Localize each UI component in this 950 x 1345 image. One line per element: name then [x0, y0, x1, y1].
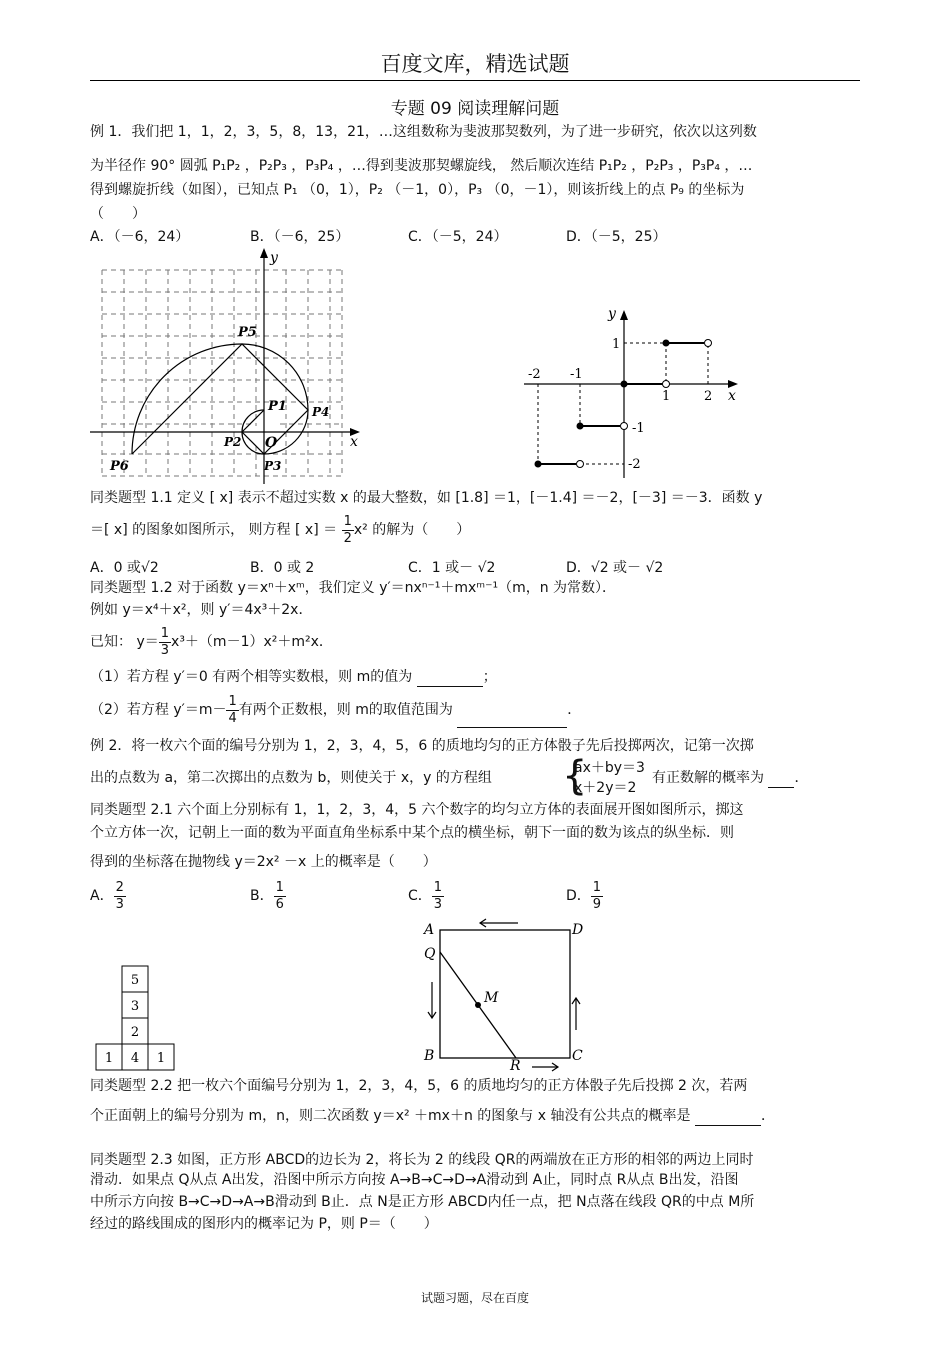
- t12-line4-text: （1）若方程 y′＝0 有两个相等实数根，则 m的值为: [90, 669, 413, 685]
- tick-y-neg2: -2: [628, 457, 641, 472]
- t11-line1: 同类题型 1.1 定义 [ x] 表示不超过实数 x 的最大整数，如 [1.8] ＝1，[－1.4] ＝－2，[－3] ＝－3．函数 y: [90, 490, 763, 506]
- option-letter: A．: [90, 888, 114, 904]
- label-d: D: [572, 922, 584, 938]
- tick-x-neg1: -1: [570, 367, 583, 382]
- guide-lines: [538, 343, 708, 464]
- t11-option-d: D．√2 或－ √2: [566, 560, 664, 576]
- tick-y-1: 1: [612, 337, 621, 352]
- step-segments: [538, 343, 704, 464]
- t21-option-b: [250, 876, 408, 916]
- option-letter: D．: [566, 888, 591, 904]
- ex2-line2-end: ．: [794, 770, 809, 786]
- origin-label: O: [265, 435, 278, 451]
- fraction: [114, 880, 126, 913]
- t11-line2-a: ＝[ x] 的图象如图所示， 则方程 [ x] ＝: [90, 522, 338, 538]
- closed-dot: [663, 340, 670, 347]
- fraction-denominator: 6: [275, 896, 284, 912]
- answer-blank[interactable]: [695, 1111, 761, 1126]
- t12-line4: [90, 667, 497, 687]
- answer-blank[interactable]: [768, 773, 794, 788]
- t11-option-b: B．0 或 2: [250, 560, 315, 576]
- t12-line3-a: 已知： y＝: [90, 634, 159, 650]
- option-letter: C．: [408, 888, 432, 904]
- fraction-numerator: 1: [343, 513, 352, 529]
- answer-blank[interactable]: [457, 713, 567, 728]
- t21-line2: 个立方体一次，记朝上一面的数为平面直角坐标系中某个点的横坐标，朝下一面的数为该点的纵坐标．则: [90, 825, 734, 841]
- t21-option-d: [566, 879, 603, 912]
- ex2-line2a: 出的点数为 a，第二次掷出的点数为 b，则使关于 x，y 的方程组: [90, 770, 492, 786]
- t12-line5-b: 有两个正数根，则 m的取值范围为: [238, 702, 453, 718]
- label-q: Q: [424, 946, 436, 962]
- p4-label: P4: [312, 405, 330, 419]
- ex1-line2: 为半径作 90° 圆弧 P₁P₂ ，P₂P₃ ，P₃P₄ ，…得到斐波那契螺旋线， 然后顺次连结 P₁P₂ ，P₂P₃ ，P₃P₄ ，…: [90, 158, 753, 174]
- t21-option-a: [90, 876, 250, 916]
- ex2-line2b-text: 有正数解的概率为: [652, 770, 764, 786]
- t23-line2: 滑动．如果点 Q从点 A出发，沿图中所示方向按 A→B→C→D→A滑动到 A止，同时点 R从点 B出发，沿图: [90, 1172, 739, 1188]
- cube-net-figure: [92, 964, 182, 1074]
- answer-blank[interactable]: [417, 672, 483, 687]
- t23-line3: 中所示方向按 B→C→D→A→B滑动到 B止．点 N是正方形 ABCD内任一点，把 N点落在线段 QR的中点 M所: [90, 1194, 755, 1210]
- fraction-numerator: 1: [160, 625, 170, 641]
- t23-line1: 同类题型 2.3 如图，正方形 ABCD的边长为 2，将长为 2 的线段 QR的两端放在正方形的相邻的两边上同时: [90, 1152, 754, 1168]
- fraction-denominator: 3: [115, 896, 124, 912]
- fraction-numerator: 2: [115, 879, 124, 895]
- fraction-third: [159, 626, 171, 659]
- t11-line2: [90, 512, 470, 548]
- tick-y-neg1: -1: [632, 421, 645, 436]
- open-dot: [621, 423, 628, 430]
- option-letter: B．: [250, 888, 274, 904]
- cube-face: 2: [130, 1025, 140, 1040]
- p1-label: P1: [268, 399, 287, 414]
- header-rule: [90, 80, 860, 81]
- label-c: C: [572, 1048, 583, 1064]
- t21-options: [90, 876, 603, 916]
- t22-line2-text: 个正面朝上的编号分别为 m，n，则二次函数 y＝x² ＋mx＋n 的图象与 x 轴没有公共点的概率是: [90, 1108, 691, 1124]
- fraction-numerator: 1: [275, 879, 284, 895]
- ex1-option-b: B．（－6，25）: [250, 229, 350, 245]
- closed-dot: [577, 423, 584, 430]
- system-eq1: ax＋by＝3: [574, 760, 645, 776]
- fraction-half: [342, 514, 354, 547]
- t12-line3-b: x³＋（m－1）x²＋m²x．: [171, 634, 333, 650]
- system-eq2: x＋2y＝2: [574, 780, 637, 796]
- fraction-denominator: 3: [433, 896, 443, 912]
- cube-face: 3: [130, 999, 140, 1014]
- page-footer: 试题习题，尽在百度: [420, 1291, 529, 1305]
- open-dot: [577, 461, 584, 468]
- open-dot: [705, 340, 712, 347]
- open-dot: [663, 381, 670, 388]
- fraction-numerator: 1: [228, 693, 237, 709]
- label-m: M: [484, 990, 499, 1006]
- fig2-y-label: y: [608, 306, 616, 322]
- fraction: [591, 880, 603, 913]
- label-b: B: [424, 1048, 435, 1064]
- fraction-denominator: 4: [228, 710, 237, 726]
- t21-option-c: [408, 876, 566, 916]
- cube-face-top: 5: [130, 973, 140, 988]
- t12-line5: [90, 692, 581, 728]
- ex1-line4: （ ）: [90, 206, 146, 222]
- y-axis-arrow-icon: [620, 310, 628, 320]
- label-r: R: [510, 1058, 521, 1072]
- closed-dot: [535, 461, 542, 468]
- t11-option-a: A．0 或√2: [90, 560, 159, 576]
- system-brace: {: [562, 753, 588, 799]
- fraction-quarter: [226, 694, 238, 727]
- p6-label: P6: [110, 459, 129, 474]
- fraction-denominator: 9: [592, 896, 602, 912]
- tick-x-neg2: -2: [528, 367, 541, 382]
- t12-line3: [90, 624, 333, 660]
- t12-line5-a: （2）若方程 y′＝m－: [90, 702, 227, 718]
- midpoint-m: [475, 1002, 481, 1008]
- ex1-line3: 得到螺旋折线（如图），已知点 P₁ （0，1），P₂ （－1，0），P₃ （0，－1），则该折线上的点 P₉ 的坐标为: [90, 182, 745, 198]
- t12-line2: 例如 y＝x⁴＋x²，则 y′＝4x³＋2x．: [90, 602, 313, 618]
- tick-x-2: 2: [704, 389, 713, 404]
- cube-face-right: 1: [156, 1051, 166, 1066]
- t21-line1: 同类题型 2.1 六个面上分别标有 1，1，2，3，4，5 六个数字的均匀立方体的表面展开图如图所示，掷这: [90, 802, 744, 818]
- t11-line2-b: x² 的解为（ ）: [353, 522, 471, 538]
- fraction: [432, 880, 444, 913]
- ex1-option-d: D．（－5，25）: [566, 229, 667, 245]
- t22-line1: 同类题型 2.2 把一枚六个面编号分别为 1，2，3，4，5，6 的质地均匀的正方体骰子先后投掷 2 次，若两: [90, 1078, 748, 1094]
- cube-face-center: 4: [130, 1051, 140, 1066]
- p5-label: P5: [238, 325, 257, 340]
- closed-dot: [621, 381, 628, 388]
- ex2-line2b: [652, 768, 808, 788]
- y-axis-arrow-icon: [260, 248, 268, 258]
- t11-option-c: C．1 或－ √2: [408, 560, 496, 576]
- ex1-option-c: C．（－5，24）: [408, 229, 508, 245]
- fibonacci-spiral-figure: [88, 244, 368, 484]
- t12-line5-end: ．: [567, 702, 582, 718]
- section-title: 专题 09 阅读理解问题: [390, 99, 560, 119]
- t21-line3: 得到的坐标落在抛物线 y＝2x² －x 上的概率是（ ）: [90, 854, 437, 870]
- grid-lines: [102, 270, 342, 476]
- t11-options: [90, 558, 663, 578]
- floor-function-graph: [520, 300, 750, 480]
- cube-face-left: 1: [104, 1051, 114, 1066]
- fig1-y-label: y: [270, 250, 278, 266]
- square-abcd-figure: [420, 918, 590, 1072]
- p3-label: P3: [264, 459, 282, 473]
- t22-line2-end: ．: [760, 1108, 775, 1124]
- x-axis-arrow-icon: [728, 380, 738, 388]
- t22-line2: [90, 1106, 775, 1126]
- fraction: [274, 880, 286, 913]
- direction-arrows: [428, 919, 580, 1071]
- t12-line4-end: ；: [482, 669, 497, 685]
- fig1-x-label: x: [350, 434, 358, 450]
- label-a: A: [424, 922, 435, 938]
- p2-label: P2: [224, 435, 242, 449]
- t23-line4: 经过的路线围成的图形内的概率记为 P，则 P＝（ ）: [90, 1216, 438, 1232]
- square: [440, 930, 570, 1058]
- fraction-numerator: 1: [592, 879, 602, 895]
- fig2-x-label: x: [728, 388, 736, 404]
- ex2-line1: 例 2．将一枚六个面的编号分别为 1，2，3，4，5，6 的质地均匀的正方体骰子先后投掷两次，记第一次掷: [90, 738, 754, 754]
- ex1-option-a: A．（－6，24）: [90, 229, 190, 245]
- fraction-numerator: 1: [433, 879, 443, 895]
- t12-line1: 同类题型 1.2 对于函数 y＝xⁿ＋xᵐ，我们定义 y′＝nxⁿ⁻¹＋mxᵐ⁻¹（m，n 为常数）．: [90, 580, 617, 596]
- fraction-denominator: 2: [343, 530, 352, 546]
- tick-x-1: 1: [662, 389, 671, 404]
- page-header: 百度文库，精选试题: [380, 52, 570, 76]
- ex1-line1: 例 1．我们把 1，1，2，3，5，8，13，21，…这组数称为斐波那契数列，为了进一步研究，依次以这列数: [90, 124, 757, 140]
- fraction-denominator: 3: [160, 642, 170, 658]
